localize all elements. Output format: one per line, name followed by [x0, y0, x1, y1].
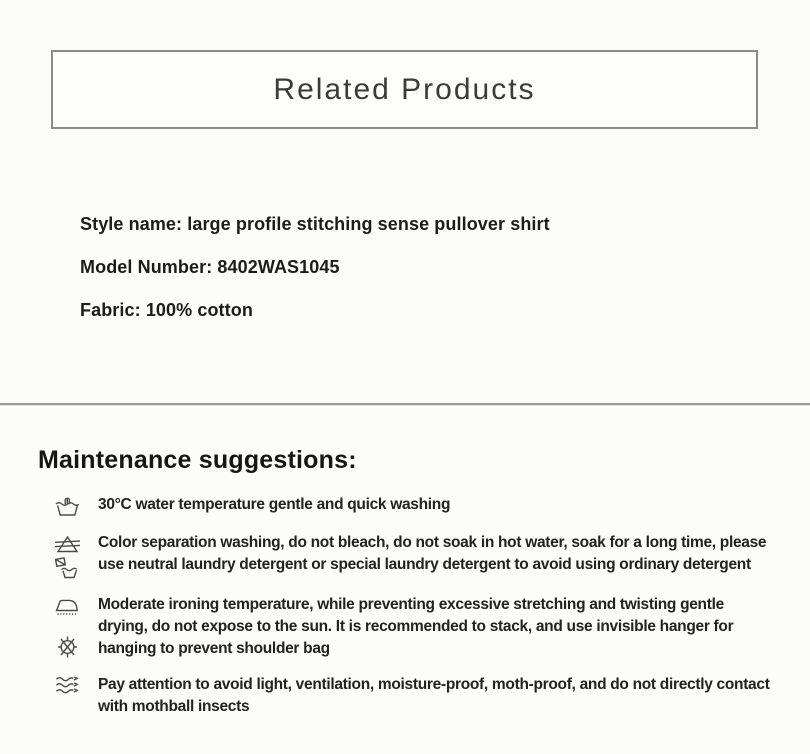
maintenance-item: [38, 532, 792, 580]
iron-icon: [54, 595, 81, 618]
no-sun-drying-icon: [54, 634, 81, 660]
ventilation-icon: [54, 675, 81, 696]
maintenance-item-text: Pay attention to avoid light, ventilation, moisture-proof, moth-proof, and do not directly contact with mothball insects: [98, 676, 770, 715]
model-number-text: Model Number: 8402WAS1045: [80, 257, 340, 277]
maintenance-item: [38, 494, 792, 518]
do-not-bleach-icon: [54, 533, 81, 555]
product-details: [80, 214, 810, 321]
maintenance-item: [38, 594, 792, 660]
maintenance-item-text: Moderate ironing temperature, while preventing excessive stretching and twisting gentle drying, do not expose to the sun. It is recommended to stack, and use invisible hanger for hanging to prevent shoulder bag: [98, 596, 734, 657]
hand-wash-icon: [54, 495, 81, 518]
fabric-text: Fabric: 100% cotton: [80, 300, 253, 320]
maintenance-item-text: 30°C water temperature gentle and quick washing: [98, 496, 451, 513]
maintenance-section: [38, 406, 792, 718]
maintenance-list: [38, 494, 792, 718]
maintenance-item-text: Color separation washing, do not bleach, do not soak in hot water, soak for a long time, please use neutral laundry detergent or special laundry detergent to avoid using ordinary detergent: [98, 534, 767, 573]
related-products-header: [51, 50, 758, 129]
maintenance-item: [38, 674, 792, 718]
page-title: Related Products: [273, 72, 536, 106]
maintenance-heading: Maintenance suggestions:: [38, 446, 357, 474]
style-name-text: Style name: large profile stitching sense pullover shirt: [80, 214, 550, 234]
detergent-tub-icon: [54, 556, 81, 580]
